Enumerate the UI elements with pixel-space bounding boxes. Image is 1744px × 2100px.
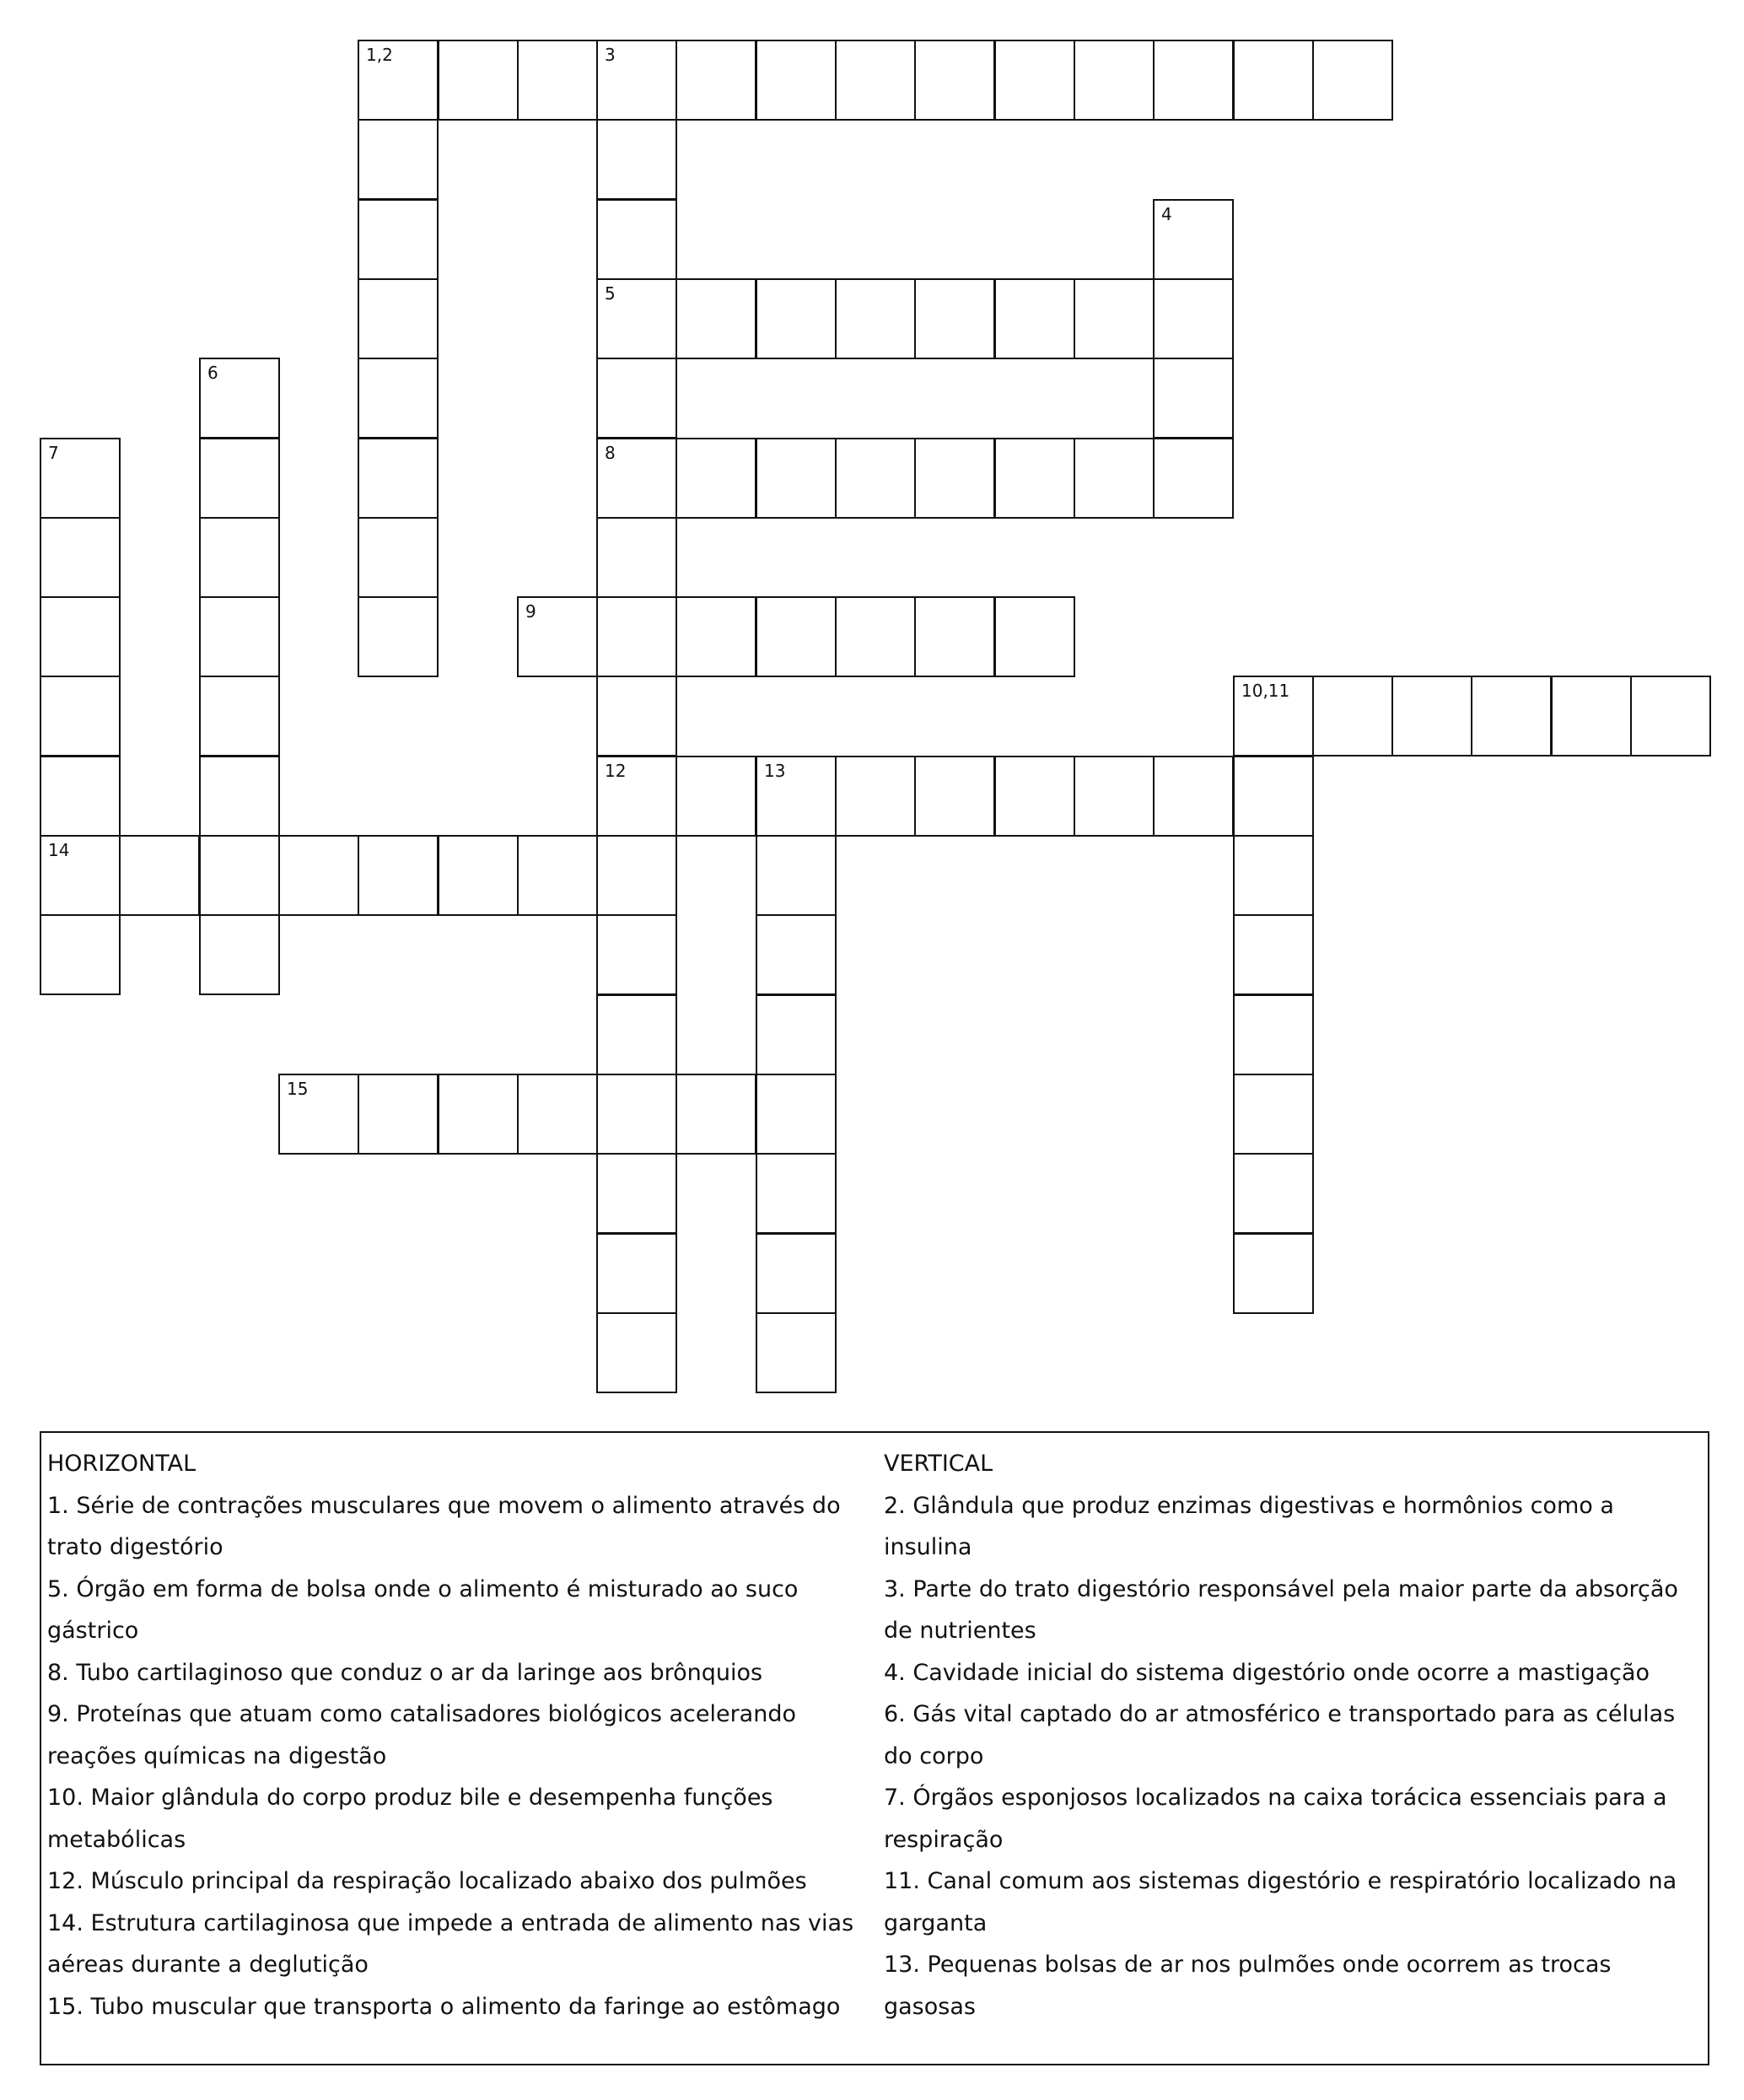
crossword-cell[interactable]	[994, 278, 1075, 359]
crossword-cell[interactable]	[1233, 835, 1314, 916]
crossword-cell[interactable]	[119, 835, 200, 916]
crossword-cell[interactable]	[596, 1312, 677, 1393]
clue-h-10: 10. Maior glândula do corpo produz bile e desempenha funções metabólicas	[47, 1785, 773, 1853]
crossword-cell[interactable]	[914, 596, 995, 677]
crossword-cell[interactable]	[358, 358, 439, 439]
crossword-cell[interactable]	[1312, 676, 1393, 757]
crossword-cell[interactable]	[835, 438, 916, 519]
crossword-cell[interactable]	[358, 517, 439, 598]
crossword-cell[interactable]	[596, 278, 677, 359]
crossword-cell[interactable]	[596, 835, 677, 916]
clue-number: 5	[605, 283, 616, 304]
clue-h-5: 5. Órgão em forma de bolsa onde o alimento é misturado ao suco gástrico	[47, 1575, 799, 1644]
crossword-cell[interactable]	[199, 835, 280, 916]
crossword-cell[interactable]	[278, 1074, 359, 1155]
crossword-cell[interactable]	[1074, 438, 1155, 519]
crossword-cell[interactable]	[914, 756, 995, 837]
crossword-cell[interactable]	[676, 40, 756, 121]
clue-number: 13	[764, 761, 786, 781]
clue-number: 7	[48, 443, 59, 463]
crossword-cell[interactable]	[1312, 40, 1393, 121]
clue-box	[40, 1431, 1709, 2065]
crossword-cell[interactable]	[40, 596, 121, 677]
crossword-cell[interactable]	[676, 278, 756, 359]
crossword-cell[interactable]	[199, 914, 280, 995]
crossword-cell[interactable]	[1153, 199, 1234, 280]
crossword-cell[interactable]	[40, 835, 121, 916]
crossword-cell[interactable]	[756, 1233, 837, 1314]
clue-v-7: 7. Órgãos esponjosos localizados na caixa torácica essenciais para a respiração	[884, 1785, 1667, 1853]
clue-number: 6	[207, 363, 218, 383]
crossword-cell[interactable]	[1153, 358, 1234, 439]
crossword-cell[interactable]	[596, 358, 677, 439]
crossword-cell[interactable]	[1630, 676, 1711, 757]
crossword-cell[interactable]	[676, 596, 756, 677]
crossword-cell[interactable]	[596, 1074, 677, 1155]
crossword-cell[interactable]	[1074, 40, 1155, 121]
crossword-cell[interactable]	[756, 278, 837, 359]
clue-h-14: 14. Estrutura cartilaginosa que impede a entrada de alimento nas vias aéreas durante a deglutição	[47, 1909, 854, 1978]
crossword-cell[interactable]	[517, 1074, 598, 1155]
clue-v-4: 4. Cavidade inicial do sistema digestório onde ocorre a mastigação	[884, 1659, 1650, 1686]
crossword-cell[interactable]	[596, 914, 677, 995]
crossword-cell[interactable]	[1233, 756, 1314, 837]
clue-v-3: 3. Parte do trato digestório responsável pela maior parte da absorção de nutrientes	[884, 1575, 1678, 1644]
crossword-cell[interactable]	[358, 199, 439, 280]
crossword-cell[interactable]	[517, 596, 598, 677]
crossword-cell[interactable]	[1233, 676, 1314, 757]
crossword-cell[interactable]	[1233, 40, 1314, 121]
crossword-cell[interactable]	[199, 676, 280, 757]
crossword-cell[interactable]	[1233, 994, 1314, 1075]
clue-v-2: 2. Glândula que produz enzimas digestivas e hormônios como a insulina	[884, 1492, 1614, 1560]
crossword-cell[interactable]	[835, 756, 916, 837]
crossword-cell[interactable]	[676, 1074, 756, 1155]
crossword-cell[interactable]	[517, 835, 598, 916]
crossword-cell[interactable]	[358, 596, 439, 677]
clue-number: 10,11	[1241, 681, 1290, 701]
crossword-cell[interactable]	[1153, 756, 1234, 837]
crossword-cell[interactable]	[596, 438, 677, 519]
crossword-cell[interactable]	[358, 438, 439, 519]
crossword-cell[interactable]	[1074, 278, 1155, 359]
crossword-cell[interactable]	[40, 914, 121, 995]
crossword-cell[interactable]	[756, 835, 837, 916]
crossword-cell[interactable]	[756, 596, 837, 677]
crossword-cell[interactable]	[1551, 676, 1632, 757]
crossword-cell[interactable]	[40, 756, 121, 837]
crossword-cell[interactable]	[914, 278, 995, 359]
crossword-cell[interactable]	[199, 438, 280, 519]
clue-number: 8	[605, 443, 616, 463]
clue-h-15: 15. Tubo muscular que transporta o alimento da faringe ao estômago	[47, 1993, 841, 2020]
crossword-cell[interactable]	[835, 596, 916, 677]
crossword-cell[interactable]	[199, 517, 280, 598]
crossword-cell[interactable]	[914, 438, 995, 519]
crossword-cell[interactable]	[1233, 914, 1314, 995]
crossword-cell[interactable]	[1391, 676, 1472, 757]
clue-v-11: 11. Canal comum aos sistemas digestório e respiratório localizado na garganta	[884, 1868, 1677, 1936]
crossword-cell[interactable]	[596, 1153, 677, 1234]
clue-h-8: 8. Tubo cartilaginoso que conduz o ar da laringe aos brônquios	[47, 1659, 763, 1686]
horizontal-title: HORIZONTAL	[47, 1451, 196, 1477]
crossword-cell[interactable]	[596, 994, 677, 1075]
clue-v-13: 13. Pequenas bolsas de ar nos pulmões onde ocorrem as trocas gasosas	[884, 1952, 1612, 2020]
clue-number: 1,2	[366, 45, 393, 65]
crossword-cell[interactable]	[1153, 438, 1234, 519]
crossword-cell[interactable]	[756, 994, 837, 1075]
crossword-cell[interactable]	[596, 517, 677, 598]
crossword-cell[interactable]	[1153, 40, 1234, 121]
crossword-cell[interactable]	[835, 278, 916, 359]
crossword-cell[interactable]	[40, 517, 121, 598]
crossword-cell[interactable]	[596, 40, 677, 121]
crossword-cell[interactable]	[1233, 1153, 1314, 1234]
crossword-cell[interactable]	[438, 1074, 519, 1155]
crossword-cell[interactable]	[438, 835, 519, 916]
vertical-title: VERTICAL	[884, 1451, 993, 1477]
clue-h-12: 12. Músculo principal da respiração localizado abaixo dos pulmões	[47, 1868, 807, 1894]
clue-number: 3	[605, 45, 616, 65]
crossword-cell[interactable]	[676, 756, 756, 837]
crossword-cell[interactable]	[756, 438, 837, 519]
crossword-cell[interactable]	[438, 40, 519, 121]
crossword-cell[interactable]	[756, 1153, 837, 1234]
crossword-cell[interactable]	[1233, 1074, 1314, 1155]
crossword-cell[interactable]	[596, 119, 677, 200]
crossword-cell[interactable]	[358, 278, 439, 359]
crossword-cell[interactable]	[676, 438, 756, 519]
crossword-cell[interactable]	[756, 1074, 837, 1155]
crossword-cell[interactable]	[756, 914, 837, 995]
clue-number: 12	[605, 761, 627, 781]
crossword-cell[interactable]	[596, 596, 677, 677]
vertical-clues	[884, 1443, 1706, 2027]
crossword-cell[interactable]	[1074, 756, 1155, 837]
crossword-cell[interactable]	[994, 438, 1075, 519]
crossword-cell[interactable]	[596, 1233, 677, 1314]
crossword-cell[interactable]	[994, 40, 1075, 121]
crossword-cell[interactable]	[596, 199, 677, 280]
crossword-cell[interactable]	[199, 756, 280, 837]
clue-v-6: 6. Gás vital captado do ar atmosférico e transportado para as células do corpo	[884, 1701, 1676, 1769]
crossword-cell[interactable]	[994, 756, 1075, 837]
clue-number: 14	[48, 840, 70, 860]
crossword-cell[interactable]	[756, 40, 837, 121]
crossword-cell[interactable]	[1471, 676, 1552, 757]
clue-number: 4	[1161, 204, 1172, 224]
crossword-cell[interactable]	[994, 596, 1075, 677]
crossword-cell[interactable]	[517, 40, 598, 121]
clue-h-9: 9. Proteínas que atuam como catalisadores biológicos acelerando reações químicas na digestão	[47, 1701, 796, 1769]
crossword-cell[interactable]	[1153, 278, 1234, 359]
crossword-cell[interactable]	[358, 1074, 439, 1155]
crossword-cell[interactable]	[358, 835, 439, 916]
crossword-cell[interactable]	[1233, 1233, 1314, 1314]
crossword-cell[interactable]	[835, 40, 916, 121]
crossword-cell[interactable]	[756, 1312, 837, 1393]
crossword-cell[interactable]	[358, 40, 439, 121]
crossword-cell[interactable]	[596, 676, 677, 757]
crossword-cell[interactable]	[278, 835, 359, 916]
crossword-cell[interactable]	[40, 676, 121, 757]
crossword-cell[interactable]	[914, 40, 995, 121]
clue-number: 9	[525, 601, 536, 622]
horizontal-clues	[47, 1443, 865, 2027]
crossword-cell[interactable]	[756, 756, 837, 837]
crossword-cell[interactable]	[358, 119, 439, 200]
crossword-cell[interactable]	[40, 438, 121, 519]
crossword-cell[interactable]	[596, 756, 677, 837]
crossword-cell[interactable]	[199, 358, 280, 439]
crossword-cell[interactable]	[199, 596, 280, 677]
clue-number: 15	[287, 1079, 309, 1099]
clue-h-1: 1. Série de contrações musculares que movem o alimento através do trato digestório	[47, 1492, 841, 1560]
